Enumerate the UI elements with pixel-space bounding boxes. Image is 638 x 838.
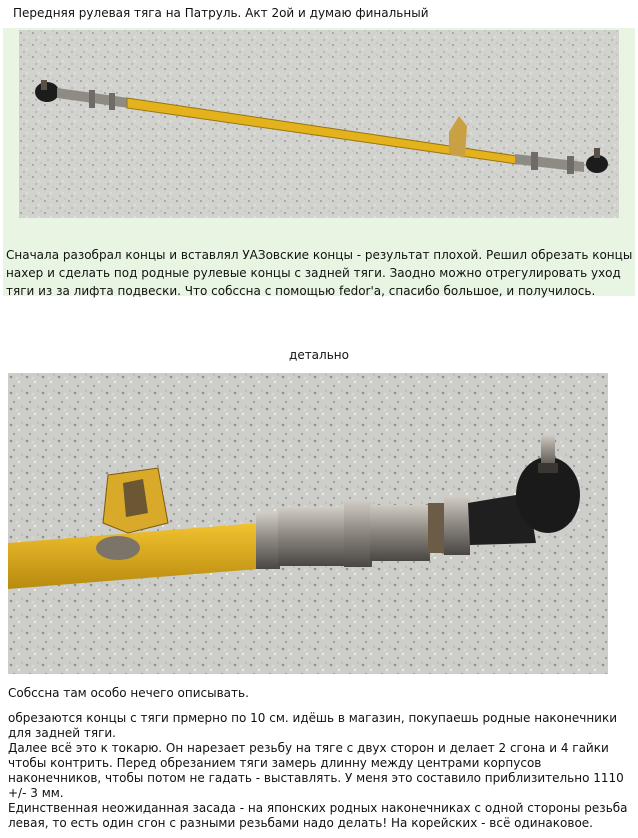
paragraph-intro: Сначала разобрал концы и вставлял УАЗовские концы - результат плохой. Решил обрезать концы нахер и сделать под родные рулевые концы с задней тяги. Заодно можно отрегулировать уход тяги из за лифта подвески. Что собссна с помощью fedor'a, спасибо большое, и получилось. <box>6 248 633 298</box>
photo-steering-rod-detail <box>8 373 608 674</box>
post-title: Передняя рулевая тяга на Патруль. Акт 2ой и думаю финальный <box>13 6 429 20</box>
photo-caption: детально <box>289 348 349 362</box>
paragraph-details: обрезаются концы с тяги прмерно по 10 см. идёшь в магазин, покупаешь родные наконечники для задней тяги. Далее всё это к токарю. Он нарезает резьбу на тяге с двух сторон и делает 2 сгона и 4 гайки чтобы контрить. Перед обрезанием тяги замерь длинну между центрами корпусов наконечников, чтобы потом не гадать - выставлять. У меня это составило приблизительно 1110 +/- 3 мм. Единственная неожиданная засада - на японских родных наконечниках с одной стороны резьба левая, то есть один сгон с разными резьбами надо делать! На корейских - всё одинаковое. <box>8 711 628 830</box>
paragraph-summary: Собссна там особо нечего описывать. <box>8 686 249 700</box>
photo-steering-rod-full <box>19 30 619 218</box>
